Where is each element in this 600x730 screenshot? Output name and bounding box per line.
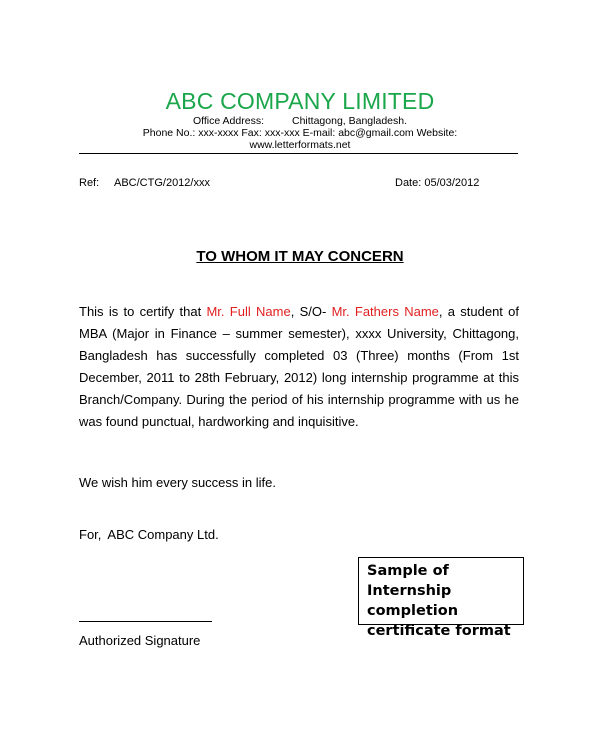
- signature-line: [79, 621, 212, 622]
- wish-line: We wish him every success in life.: [79, 475, 276, 490]
- sample-caption-line: certificate format: [367, 623, 511, 639]
- body-part-1: This is to certify that: [79, 304, 207, 319]
- sample-caption-line: Internship: [367, 583, 452, 599]
- date-text: Date: 05/03/2012: [395, 177, 480, 189]
- closing-company: ABC Company Ltd.: [107, 527, 219, 542]
- sample-caption-box: [358, 557, 524, 639]
- company-name: ABC COMPANY LIMITED: [165, 88, 435, 114]
- body-paragraph: [79, 301, 519, 433]
- letterhead-divider: [79, 153, 518, 154]
- sample-caption-text: [367, 561, 517, 641]
- office-address-line: [0, 115, 600, 127]
- closing-line: [79, 527, 219, 542]
- office-address-label: Office Address:: [192, 115, 264, 127]
- letter-title: [0, 248, 600, 265]
- body-part-3: , a student of MBA (Major in Finance – summer semester), xxxx University, Chittagong, Bangladesh has successfully completed 03 (Three) months (From 1st December, 2011 to 28th February, 2012) long internship programme at this Branch/Company. During the period of his internship programme with us he was found punctual, hardworking and inquisitive.: [79, 304, 520, 429]
- letter-title-text: TO WHOM IT MAY CONCERN: [196, 248, 404, 265]
- signature-label: Authorized Signature: [79, 633, 201, 648]
- website-line: www.letterformats.net: [249, 139, 351, 151]
- office-address-value: Chittagong, Bangladesh.: [292, 115, 408, 127]
- sample-caption-line: Sample of: [367, 563, 449, 579]
- for-label: For,: [79, 527, 102, 542]
- father-name-placeholder: Mr. Fathers Name: [331, 304, 439, 319]
- contact-line: Phone No.: xxx-xxxx Fax: xxx-xxx E-mail: abc@gmail.com Website:: [142, 127, 458, 139]
- ref-label: Ref:: [79, 177, 100, 189]
- full-name-placeholder: Mr. Full Name: [206, 304, 291, 319]
- ref-value: ABC/CTG/2012/xxx: [114, 177, 210, 189]
- sample-caption-line: completion: [367, 603, 459, 619]
- body-part-2: , S/O-: [290, 304, 332, 319]
